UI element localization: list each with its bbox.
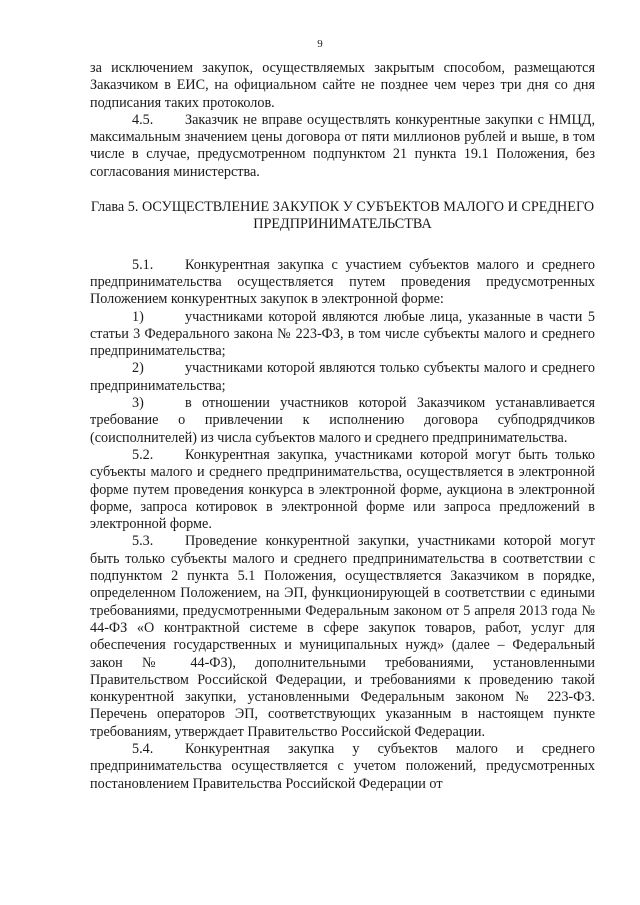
section-5-3 <box>90 533 595 741</box>
subitem-2 <box>90 360 595 395</box>
subitem-3 <box>90 395 595 447</box>
clause-text: Конкурентная закупка, участниками которой могут быть только субъекты малого и среднего предпринимательства, осуществляется в электронной форме путем проведения конкурса в электронной форме, аукциона в электронной форме, запроса котировок в электронной форме или запроса предложений в электронной форме. <box>90 446 595 533</box>
chapter-heading: Глава 5. ОСУЩЕСТВЛЕНИЕ ЗАКУПОК У СУБЪЕКТОВ МАЛОГО И СРЕДНЕГО ПРЕДПРИНИМАТЕЛЬСТВА <box>90 199 595 233</box>
section-5-2 <box>90 447 595 533</box>
subitem-text: участниками которой являются только субъекты малого и среднего предпринимательства; <box>90 360 595 394</box>
subitem-text: участниками которой являются любые лица, указанные в части 5 статьи 3 Федерального закона № 223-ФЗ, в том числе субъекты малого и среднего предпринимательства; <box>90 308 595 360</box>
clause-number: 5.3. <box>132 533 154 550</box>
clause-text: Проведение конкурентной закупки, участниками которой могут быть только субъекты малого и среднего предпринимательства в соответствии с подпунктом 2 пункта 5.1 Положения, осуществляется Заказчиком в порядке, определенном Положением, на ЭП, функционирующей в соответствии с едиными требованиями, предусмотренными Федеральным законом от 5 апреля 2013 года № 44-ФЗ «О контрактной системе в сфере закупок товаров, работ, услуг для обеспечения государственных и муниципальных нужд» (далее – Федеральный закон № 44-ФЗ), дополнительными требованиями, установленными Правительством Российской Федерации, и требованиями к проведению такой конкурентной закупки, установленными Федеральным законом № 223-ФЗ. Перечень операторов ЭП, соответствующих указанным в настоящем пункте требованиям, утверждает Правительство Российской Федерации. <box>90 533 595 740</box>
section-5-1 <box>90 257 595 309</box>
section-5-4 <box>90 741 595 793</box>
paragraph-continuation: за исключением закупок, осуществляемых закрытым способом, размещаются Заказчиком в ЕИС, на официальном сайте не позднее чем через три дня со дня подписания таких протоколов. <box>90 60 595 111</box>
clause-number: 5.1. <box>132 256 154 273</box>
subitem-number: 1) <box>132 308 144 325</box>
subitem-number: 2) <box>132 360 144 377</box>
clause-text: Конкурентная закупка с участием субъектов малого и среднего предпринимательства осуществляется путем проведения предусмотренных Положением конкурентных закупок в электронной форме: <box>90 256 595 308</box>
clause-number: 4.5. <box>132 111 154 128</box>
paragraph-4-5 <box>90 112 595 181</box>
page-number: 9 <box>317 38 323 50</box>
clause-number: 5.4. <box>132 740 154 757</box>
subitem-number: 3) <box>132 395 144 412</box>
document-body <box>90 60 595 793</box>
clause-text: Конкурентная закупка у субъектов малого и среднего предпринимательства осуществляется с учетом положений, предусмотренных постановлением Правительства Российской Федерации от <box>90 740 595 792</box>
clause-number: 5.2. <box>132 446 154 463</box>
clause-text: Заказчик не вправе осуществлять конкурентные закупки с НМЦД, максимальным значением цены договора от пяти миллионов рублей и выше, в том числе в случае, предусмотренном подпунктом 21 пункта 19.1 Положения, без согласования министерства. <box>90 111 595 180</box>
subitem-1 <box>90 309 595 361</box>
subitem-text: в отношении участников которой Заказчиком устанавливается требование о привлечении к исполнению договора субподрядчиков (соисполнителей) из числа субъектов малого и среднего предпринимательства. <box>90 395 595 446</box>
